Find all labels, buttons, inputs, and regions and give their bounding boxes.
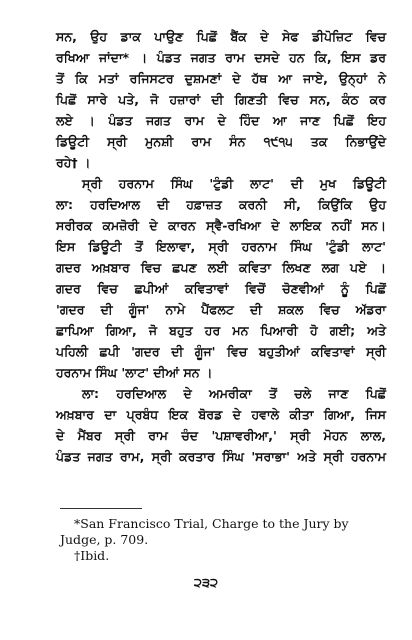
text-line: ਲਾ: ਹਰਦਿਆਲ ਦੀ ਹਫ਼ਾਜ਼ਤ ਕਰਨੀ ਸੀ, ਕਿਉਂਕਿ ਉਹ [56,197,386,212]
text-line: ਰਖਿਆ ਜਾਂਦਾ* । ਪੰਡਤ ਜਗਤ ਰਾਮ ਦਸਦੇ ਹਨ ਕਿ, ਇਸ ਡਰ [56,50,386,65]
text-line: ਸ੍ਰੀ ਹਰਨਾਮ ਸਿੰਘ 'ਟੁੰਡੀ ਲਾਟ' ਦੀ ਮੁਖ ਡਿਊਟੀ [82,176,386,191]
text-line: ਡਿਊਟੀ ਸ੍ਰੀ ਮੁਨਸ਼ੀ ਰਾਮ ਸੰਨ ੧੯੧੫ ਤਕ ਨਿਭਾਉਂਦੇ [56,134,386,149]
text-line: ਛਾਪਿਆ ਗਿਆ, ਜੋ ਬਹੁਤ ਹਰ ਮਨ ਪਿਆਰੀ ਹੋ ਗਈ; ਅਤੇ [56,323,386,338]
text-line: ਹਰਨਾਮ ਸਿੰਘ 'ਲਾਟ' ਦੀਆਂ ਸਨ । [56,365,213,380]
text-line: ਗਦਰ ਵਿਚ ਛਪੀਆਂ ਕਵਿਤਾਵਾਂ ਵਿਚੋਂ ਚੋਣਵੀਆਂ ਨੂੰ ਪਿਛੋਂ [56,281,386,296]
text-line: ਪਿਛੋਂ ਸਾਰੇ ਪਤੇ, ਜੋ ਹਜ਼ਾਰਾਂ ਦੀ ਗਿਣਤੀ ਵਿਚ ਸਨ, ਕੰਠ ਕਰ [56,92,386,107]
text-line: ਪੰਡਤ ਜਗਤ ਰਾਮ, ਸ੍ਰੀ ਕਰਤਾਰ ਸਿੰਘ 'ਸਰਾਭਾ' ਅਤੇ ਸ੍ਰੀ ਹਰਨਾਮ [56,449,386,464]
footnote-1: *San Francisco Trial, Charge to the Jury by Judge, p. 709. [60,516,349,547]
text-line: ਲਾ: ਹਰਦਿਆਲ ਦੇ ਅਮਰੀਕਾ ਤੋਂ ਚਲੇ ਜਾਣ ਪਿਛੋਂ [82,386,386,401]
footnote-2: †Ibid. [74,548,110,563]
text-line: ਗਦਰ ਅਖ਼ਬਾਰ ਵਿਚ ਛਪਣ ਲਈ ਕਵਿਤਾ ਲਿਖਣ ਲਗ ਪਏ । [56,260,386,275]
text-line: ਲਏ । ਪੰਡਤ ਜਗਤ ਰਾਮ ਦੇ ਹਿੰਦ ਆ ਜਾਣ ਪਿਛੋਂ ਇਹ [56,113,386,128]
body-text [56,26,386,467]
text-line: ਤੋਂ ਕਿ ਮਤਾਂ ਰਜਿਸਟਰ ਦੁਸ਼ਮਣਾਂ ਦੇ ਹੱਥ ਆ ਜਾਏ, ਉਨ੍ਹਾਂ ਨੇ [56,71,386,86]
footnote-divider [60,508,142,509]
text-line: 'ਗਦਰ ਦੀ ਗੂੰਜ' ਨਾਮੇ ਪੈਂਫਲਟ ਦੀ ਸ਼ਕਲ ਵਿਚ ਅੱਡਰਾ [56,302,386,317]
text-line: ਅਖ਼ਬਾਰ ਦਾ ਪ੍ਰਬੰਧ ਇਕ ਬੋਰਡ ਦੇ ਹਵਾਲੇ ਕੀਤਾ ਗਿਆ, ਜਿਸ [56,407,386,422]
text-line: ਰਹੇ† । [56,155,91,170]
text-line: ਦੇ ਮੈਂਬਰ ਸ੍ਰੀ ਰਾਮ ਚੰਦ 'ਪਸ਼ਾਵਰੀਆ,' ਸ੍ਰੀ ਮੋਹਨ ਲਾਲ, [56,428,386,443]
text-line: ਸਰੀਰਕ ਕਮਜ਼ੋਰੀ ਦੇ ਕਾਰਨ ਸ੍ਵੈ-ਰਖਿਆ ਦੇ ਲਾਇਕ ਨਹੀਂ ਸਨ। [56,218,386,233]
text-line: ਸਨ, ਉਹ ਡਾਕ ਪਾਉਣ ਪਿਛੋਂ ਬੈਂਕ ਦੇ ਸੇਫ ਡੀਪੋਜ਼ਿਟ ਵਿਚ [56,29,386,44]
footnotes [60,516,380,564]
page-number: ੨੩੨ [193,576,219,591]
text-line: ਇਸ ਡਿਊਟੀ ਤੋਂ ਇਲਾਵਾ, ਸ੍ਰੀ ਹਰਨਾਮ ਸਿੰਘ 'ਟੁੰਡੀ ਲਾਟ' [56,239,386,254]
text-line: ਪਹਿਲੀ ਛਪੀ 'ਗਦਰ ਦੀ ਗੂੰਜ' ਵਿਚ ਬਹੁਤੀਆਂ ਕਵਿਤਾਵਾਂ ਸ੍ਰੀ [56,344,386,359]
